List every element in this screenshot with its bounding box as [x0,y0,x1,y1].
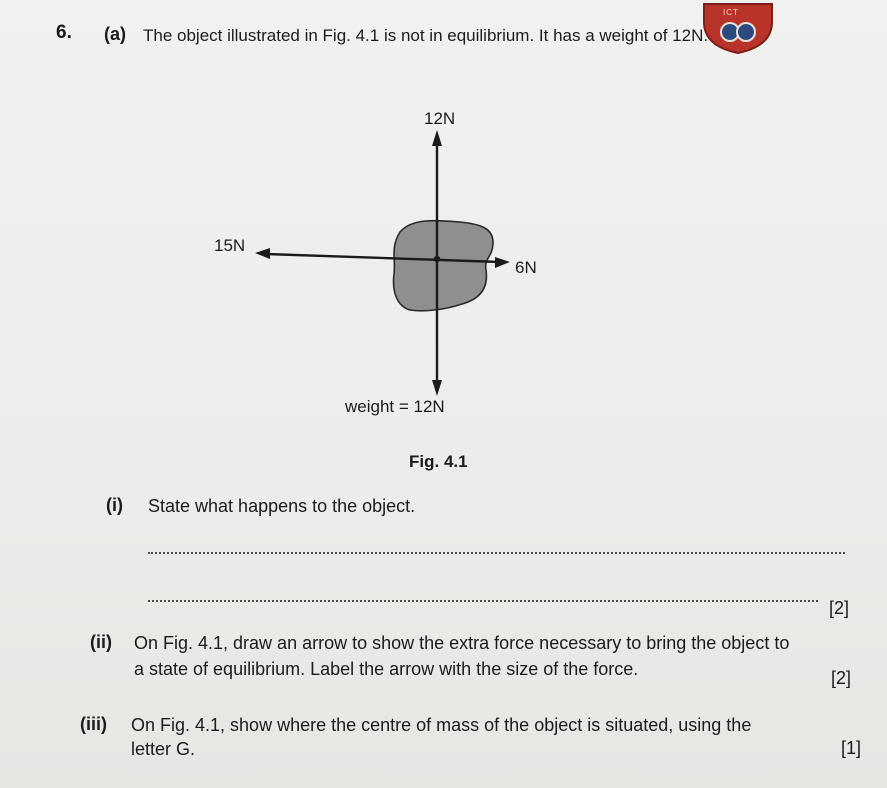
subpart-iii-text-2: letter G. [131,739,196,759]
arrow-right-6N [495,257,510,268]
subpart-ii-numeral: (ii) [90,632,112,652]
subpart-iii-text-1: On Fig. 4.1, show where the centre of mass of the object is situated, using the [131,715,752,735]
object-shape [394,221,494,311]
arrow-up-12N [432,130,442,146]
subpart-iii-numeral: (iii) [80,714,107,734]
subpart-iii-marks: [1] [841,738,862,758]
subpart-i-marks: [2] [829,598,850,618]
arrow-left-15N [255,248,270,259]
part-label: (a) [104,24,126,44]
question-number: 6. [56,22,72,43]
label-6N: 6N [515,258,537,277]
label-weight: weight = 12N [345,397,445,416]
subpart-ii-text-1: On Fig. 4.1, draw an arrow to show the extra force necessary to bring the object to [134,633,790,653]
logo-text: ICT [723,8,739,17]
label-12N: 12N [424,109,456,128]
subpart-i-numeral: (i) [106,495,123,515]
label-15N: 15N [214,236,246,255]
subpart-ii-marks: [2] [831,668,852,688]
figure-caption: Fig. 4.1 [409,452,468,471]
subpart-i-text: State what happens to the object. [148,496,416,516]
answer-line-1[interactable] [148,552,845,554]
subpart-ii-text-2: a state of equilibrium. Label the arrow with the size of the force. [134,659,639,679]
question-stem: The object illustrated in Fig. 4.1 is not in equilibrium. It has a weight of 12N. [143,26,709,45]
arrow-down-weight [432,380,442,396]
answer-line-2[interactable] [148,600,818,602]
point-of-action [434,256,440,262]
